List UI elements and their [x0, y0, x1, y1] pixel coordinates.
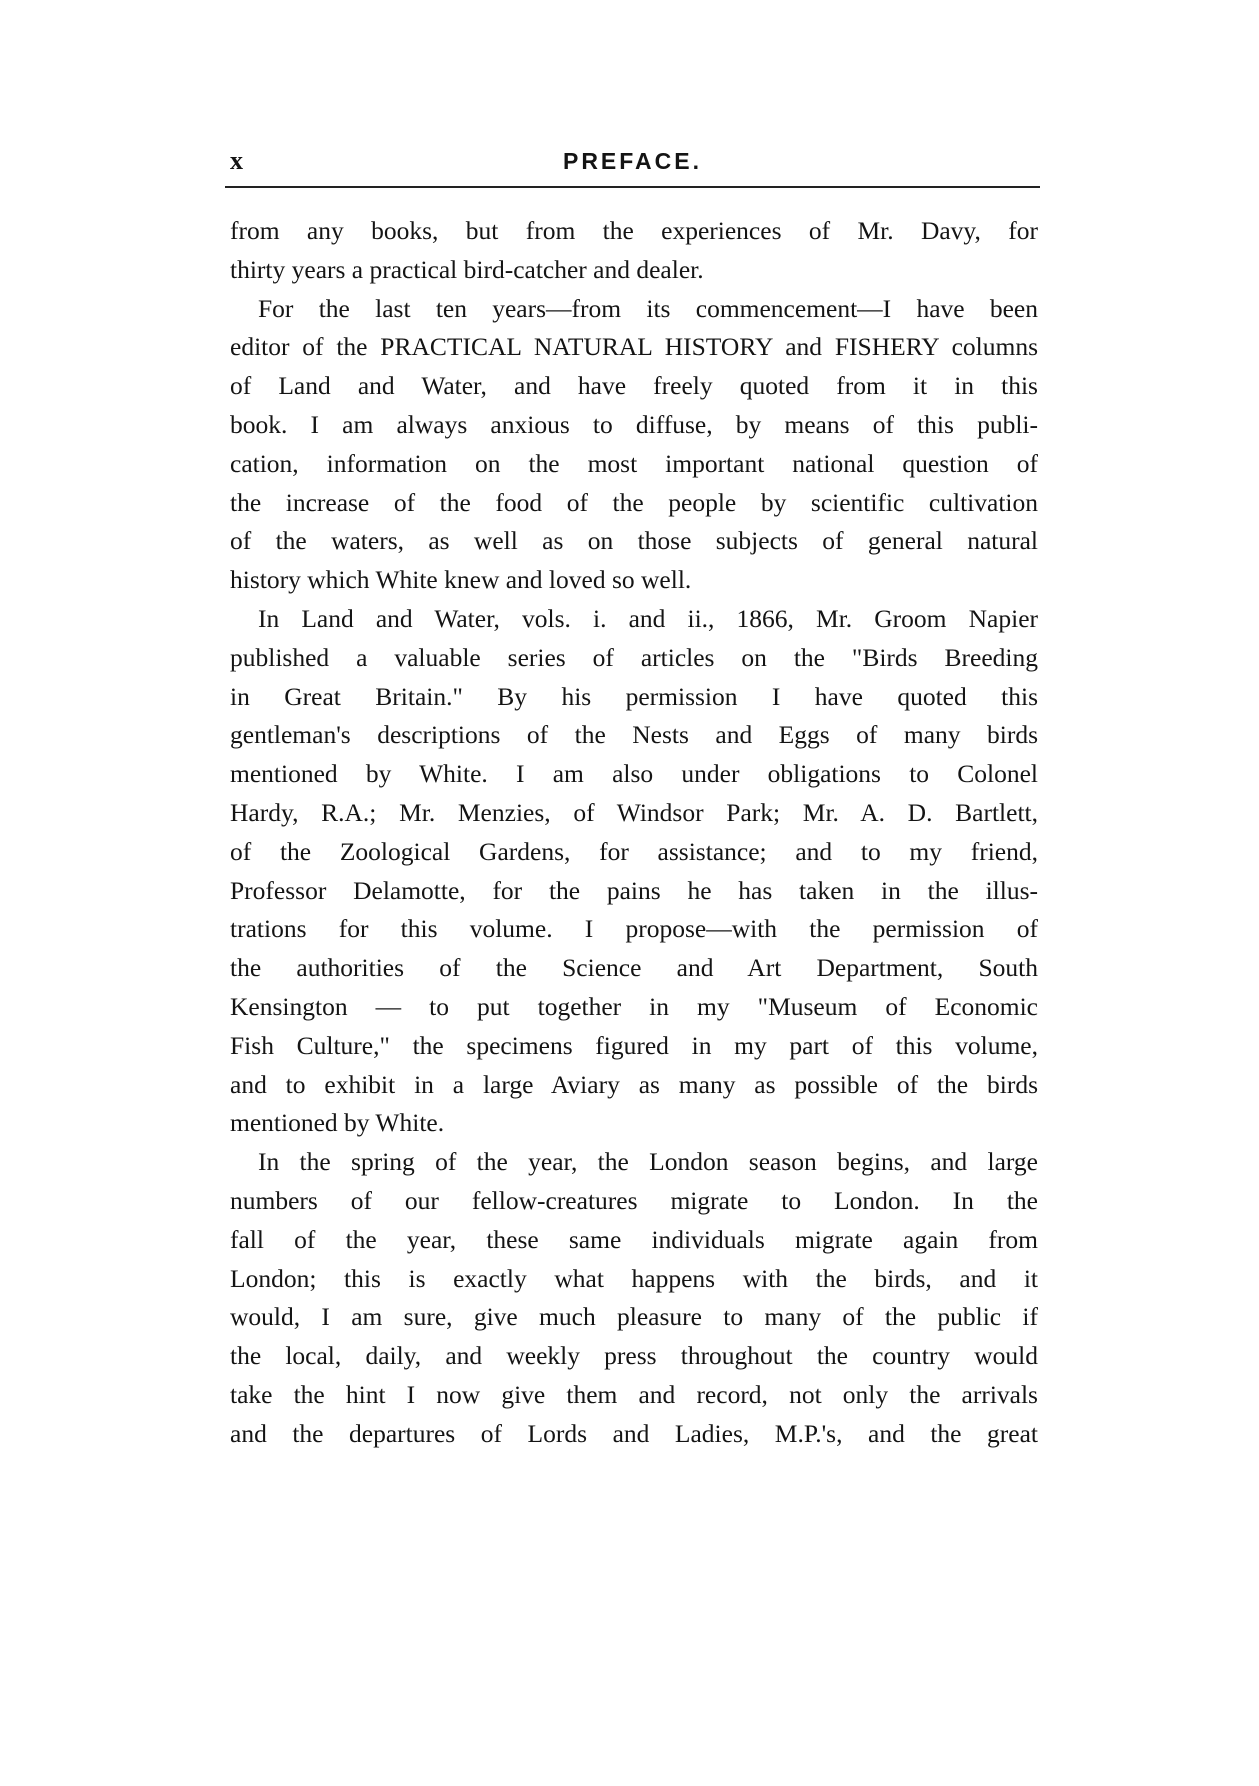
text-line: the increase of the food of the people by scientific cultivation [230, 487, 1038, 517]
text-line: of the Zoological Gardens, for assistance; and to my friend, [230, 836, 1038, 866]
text-line: numbers of our fellow-creatures migrate to London. In the [230, 1185, 1038, 1215]
text-line: In Land and Water, vols. i. and ii., 1866, Mr. Groom Napier [258, 603, 1038, 633]
text-line: In the spring of the year, the London season begins, and large [258, 1147, 1038, 1177]
text-line: London; this is exactly what happens with the birds, and it [230, 1263, 1038, 1293]
paragraph-3 [230, 600, 1038, 1143]
text-line: from any books, but from the experiences of Mr. Davy, for [230, 216, 1038, 245]
text-line: thirty years a practical bird-catcher and dealer. [230, 254, 704, 284]
running-head: PREFACE. [562, 148, 703, 174]
text-line: would, I am sure, give much pleasure to many of the public if [230, 1302, 1038, 1332]
text-line: editor of the PRACTICAL NATURAL HISTORY and FISHERY columns [230, 332, 1038, 362]
text-line: and the departures of Lords and Ladies, M.P.'s, and the great [230, 1418, 1038, 1448]
text-line: in Great Britain." By his permission I have quoted this [230, 681, 1038, 711]
body-text [230, 212, 1038, 1454]
text-line: the authorities of the Science and Art Department, South [230, 953, 1038, 983]
page-header [225, 128, 1040, 175]
text-line: cation, information on the most important national question of [230, 448, 1038, 478]
page-number: x [230, 146, 244, 175]
text-line: history which White knew and loved so well. [230, 565, 692, 595]
text-line: Professor Delamotte, for the pains he has taken in the illus- [230, 875, 1038, 905]
text-line: of Land and Water, and have freely quoted from it in this [230, 371, 1038, 401]
text-line: mentioned by White. I am also under obligations to Colonel [230, 759, 1038, 789]
book-page [225, 128, 1040, 1448]
text-line: the local, daily, and weekly press throughout the country would [230, 1341, 1038, 1371]
paragraph-4 [230, 1143, 1038, 1453]
text-line: take the hint I now give them and record, not only the arrivals [230, 1379, 1038, 1409]
text-line: of the waters, as well as on those subjects of general natural [230, 526, 1038, 556]
paragraph-2 [230, 290, 1038, 600]
text-line: book. I am always anxious to diffuse, by means of this publi- [230, 409, 1038, 439]
text-line: Hardy, R.A.; Mr. Menzies, of Windsor Park; Mr. A. D. Bartlett, [230, 797, 1038, 827]
paragraph-1 [230, 212, 1038, 290]
text-line: Kensington — to put together in my "Museum of Economic [230, 991, 1038, 1021]
text-line: Fish Culture," the specimens figured in my part of this volume, [230, 1030, 1038, 1060]
text-line: trations for this volume. I propose—with the permission of [230, 914, 1038, 944]
header-rule [225, 186, 1040, 188]
text-line: and to exhibit in a large Aviary as many as possible of the birds [230, 1069, 1038, 1099]
text-line: For the last ten years—from its commencement—I have been [258, 293, 1038, 323]
text-line: gentleman's descriptions of the Nests and Eggs of many birds [230, 720, 1038, 750]
text-line: fall of the year, these same individuals migrate again from [230, 1224, 1038, 1254]
text-line: published a valuable series of articles on the "Birds Breeding [230, 642, 1038, 672]
text-line: mentioned by White. [230, 1108, 445, 1138]
